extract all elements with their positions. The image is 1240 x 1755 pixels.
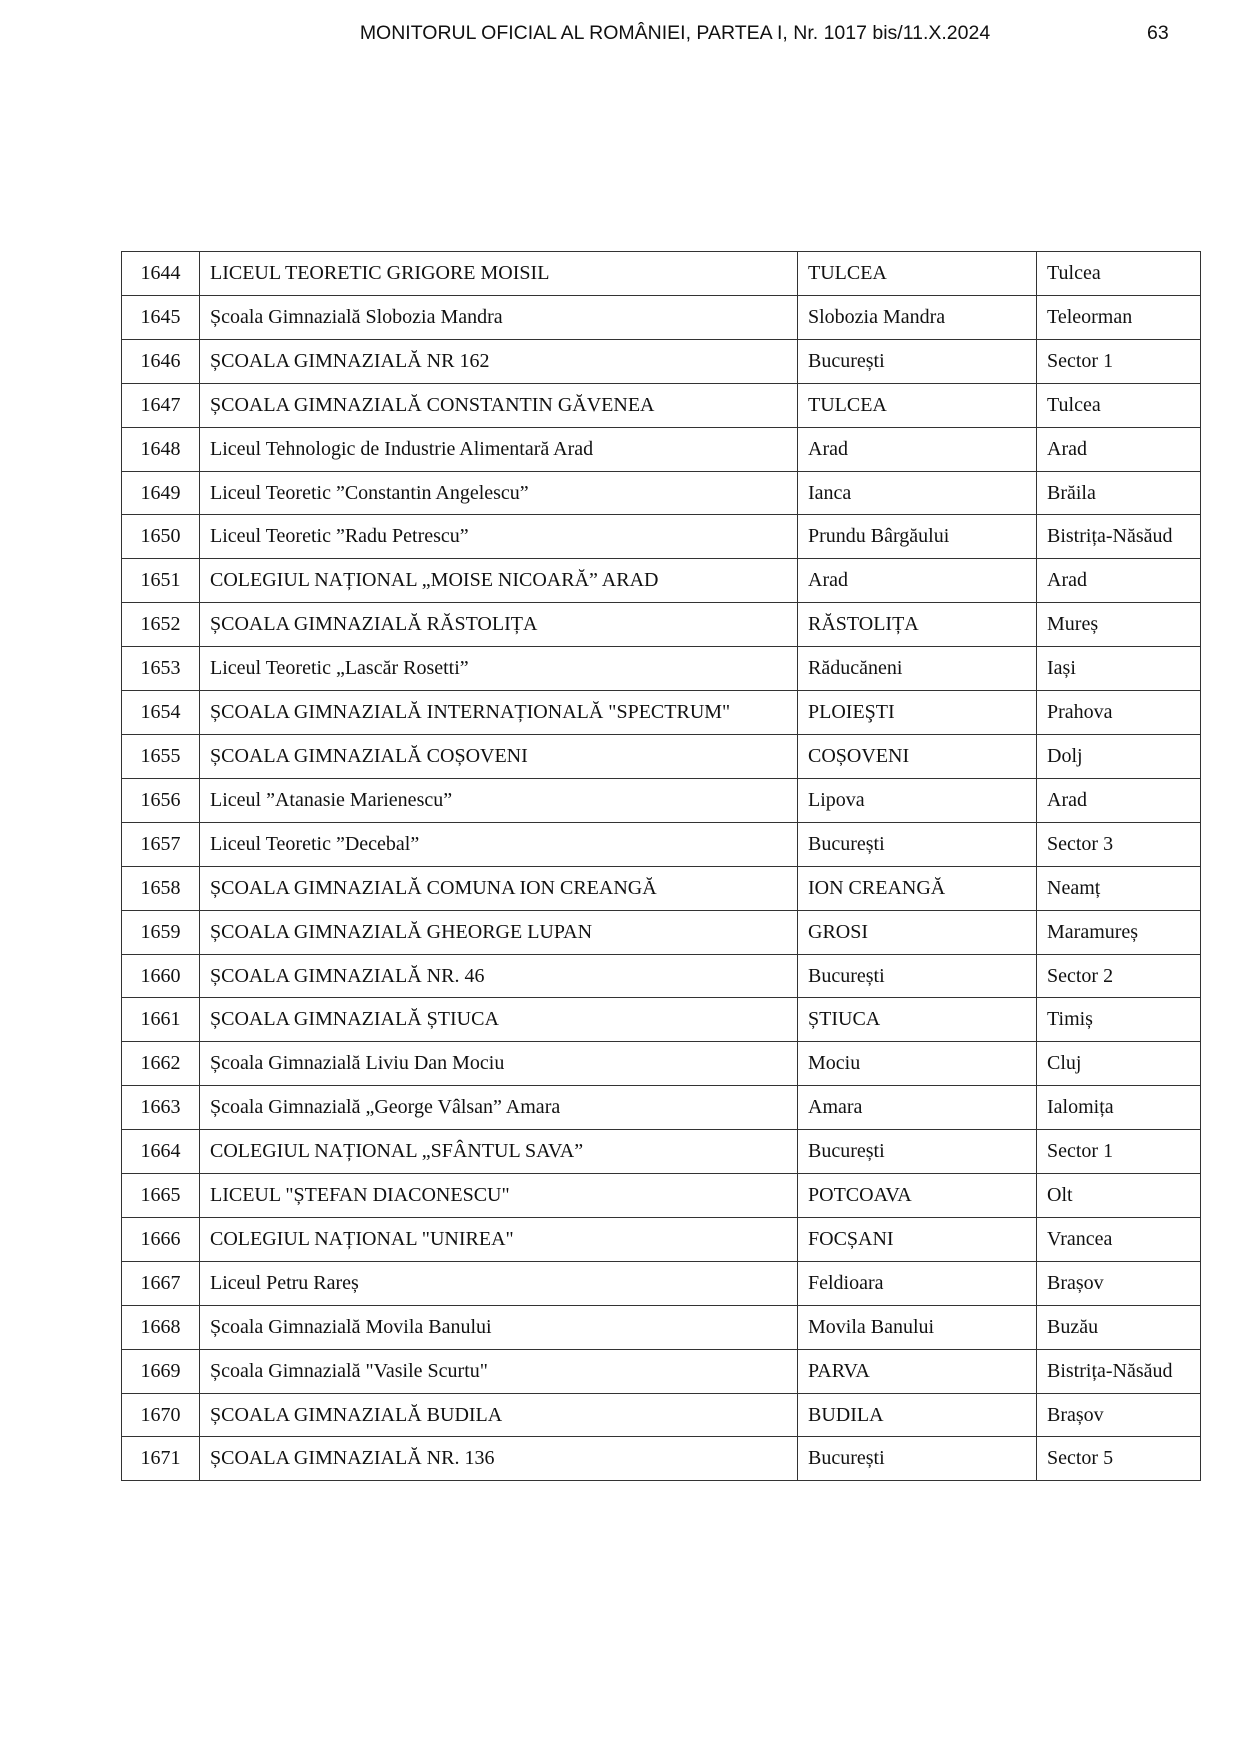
page-header xyxy=(0,22,1240,52)
cell-school-name: Liceul Tehnologic de Industrie Alimentară Arad xyxy=(200,427,798,471)
cell-locality: București xyxy=(798,1130,1037,1174)
cell-county: Sector 3 xyxy=(1037,822,1201,866)
cell-locality: Feldioara xyxy=(798,1261,1037,1305)
cell-locality: Arad xyxy=(798,427,1037,471)
cell-row-number: 1657 xyxy=(122,822,200,866)
table-row xyxy=(122,1130,1201,1174)
cell-school-name: LICEUL TEORETIC GRIGORE MOISIL xyxy=(200,252,798,296)
schools-table xyxy=(121,251,1201,1481)
cell-school-name: Școala Gimnazială Movila Banului xyxy=(200,1305,798,1349)
cell-county: Tulcea xyxy=(1037,252,1201,296)
table-row xyxy=(122,603,1201,647)
cell-county: Brașov xyxy=(1037,1393,1201,1437)
cell-school-name: Școala Gimnazială "Vasile Scurtu" xyxy=(200,1349,798,1393)
cell-county: Sector 1 xyxy=(1037,339,1201,383)
cell-county: Olt xyxy=(1037,1174,1201,1218)
table-row xyxy=(122,1305,1201,1349)
cell-school-name: Școala Gimnazială Liviu Dan Mociu xyxy=(200,1042,798,1086)
cell-school-name: Liceul Teoretic „Lascăr Rosetti” xyxy=(200,647,798,691)
cell-row-number: 1665 xyxy=(122,1174,200,1218)
cell-locality: Răducăneni xyxy=(798,647,1037,691)
table-row xyxy=(122,252,1201,296)
cell-county: Tulcea xyxy=(1037,383,1201,427)
cell-school-name: LICEUL "ȘTEFAN DIACONESCU" xyxy=(200,1174,798,1218)
cell-row-number: 1655 xyxy=(122,734,200,778)
cell-school-name: ȘCOALA GIMNAZIALĂ CONSTANTIN GĂVENEA xyxy=(200,383,798,427)
cell-county: Timiș xyxy=(1037,998,1201,1042)
cell-school-name: ȘCOALA GIMNAZIALĂ COMUNA ION CREANGĂ xyxy=(200,866,798,910)
table-row xyxy=(122,427,1201,471)
cell-row-number: 1646 xyxy=(122,339,200,383)
cell-school-name: COLEGIUL NAȚIONAL „MOISE NICOARĂ” ARAD xyxy=(200,559,798,603)
cell-row-number: 1671 xyxy=(122,1437,200,1481)
page-number: 63 xyxy=(1147,22,1169,44)
cell-locality: PLOIEŞTI xyxy=(798,691,1037,735)
cell-row-number: 1653 xyxy=(122,647,200,691)
cell-row-number: 1656 xyxy=(122,778,200,822)
cell-school-name: Școala Gimnazială „George Vâlsan” Amara xyxy=(200,1086,798,1130)
cell-row-number: 1654 xyxy=(122,691,200,735)
table-row xyxy=(122,734,1201,778)
cell-locality: București xyxy=(798,954,1037,998)
table-row xyxy=(122,1217,1201,1261)
cell-row-number: 1661 xyxy=(122,998,200,1042)
cell-school-name: ȘCOALA GIMNAZIALĂ NR 162 xyxy=(200,339,798,383)
cell-row-number: 1644 xyxy=(122,252,200,296)
table-row xyxy=(122,778,1201,822)
table-row xyxy=(122,1261,1201,1305)
cell-school-name: ȘCOALA GIMNAZIALĂ ȘTIUCA xyxy=(200,998,798,1042)
cell-county: Vrancea xyxy=(1037,1217,1201,1261)
cell-county: Bistrița-Năsăud xyxy=(1037,515,1201,559)
table-row xyxy=(122,822,1201,866)
cell-county: Brăila xyxy=(1037,471,1201,515)
cell-locality: TULCEA xyxy=(798,383,1037,427)
table-row xyxy=(122,383,1201,427)
cell-school-name: Școala Gimnazială Slobozia Mandra xyxy=(200,295,798,339)
cell-locality: Lipova xyxy=(798,778,1037,822)
cell-locality: RĂSTOLIȚA xyxy=(798,603,1037,647)
cell-county: Ialomița xyxy=(1037,1086,1201,1130)
cell-row-number: 1668 xyxy=(122,1305,200,1349)
cell-row-number: 1667 xyxy=(122,1261,200,1305)
schools-table-container xyxy=(121,251,1173,1481)
cell-row-number: 1666 xyxy=(122,1217,200,1261)
cell-locality: București xyxy=(798,1437,1037,1481)
cell-school-name: Liceul Teoretic ”Radu Petrescu” xyxy=(200,515,798,559)
cell-school-name: ȘCOALA GIMNAZIALĂ INTERNAȚIONALĂ "SPECTRUM" xyxy=(200,691,798,735)
cell-locality: TULCEA xyxy=(798,252,1037,296)
table-row xyxy=(122,471,1201,515)
cell-row-number: 1659 xyxy=(122,910,200,954)
cell-county: Sector 5 xyxy=(1037,1437,1201,1481)
cell-locality: București xyxy=(798,339,1037,383)
cell-school-name: ȘCOALA GIMNAZIALĂ BUDILA xyxy=(200,1393,798,1437)
cell-locality: Movila Banului xyxy=(798,1305,1037,1349)
cell-county: Iași xyxy=(1037,647,1201,691)
table-row xyxy=(122,339,1201,383)
cell-school-name: COLEGIUL NAȚIONAL „SFÂNTUL SAVA” xyxy=(200,1130,798,1174)
cell-locality: Prundu Bârgăului xyxy=(798,515,1037,559)
cell-school-name: Liceul Teoretic ”Decebal” xyxy=(200,822,798,866)
cell-row-number: 1669 xyxy=(122,1349,200,1393)
cell-county: Mureș xyxy=(1037,603,1201,647)
table-row xyxy=(122,1086,1201,1130)
cell-county: Arad xyxy=(1037,559,1201,603)
table-row xyxy=(122,910,1201,954)
cell-row-number: 1649 xyxy=(122,471,200,515)
cell-locality: ȘTIUCA xyxy=(798,998,1037,1042)
publication-title: MONITORUL OFICIAL AL ROMÂNIEI, PARTEA I, Nr. 1017 bis/11.X.2024 xyxy=(359,22,991,44)
cell-row-number: 1648 xyxy=(122,427,200,471)
cell-locality: București xyxy=(798,822,1037,866)
cell-county: Prahova xyxy=(1037,691,1201,735)
cell-school-name: ȘCOALA GIMNAZIALĂ COȘOVENI xyxy=(200,734,798,778)
cell-school-name: COLEGIUL NAȚIONAL "UNIREA" xyxy=(200,1217,798,1261)
table-row xyxy=(122,866,1201,910)
cell-county: Sector 2 xyxy=(1037,954,1201,998)
cell-locality: FOCȘANI xyxy=(798,1217,1037,1261)
cell-county: Dolj xyxy=(1037,734,1201,778)
cell-school-name: Liceul ”Atanasie Marienescu” xyxy=(200,778,798,822)
cell-school-name: ȘCOALA GIMNAZIALĂ GHEORGE LUPAN xyxy=(200,910,798,954)
cell-row-number: 1647 xyxy=(122,383,200,427)
table-row xyxy=(122,295,1201,339)
table-row xyxy=(122,954,1201,998)
table-row xyxy=(122,1437,1201,1481)
cell-row-number: 1658 xyxy=(122,866,200,910)
table-row xyxy=(122,1393,1201,1437)
table-row xyxy=(122,1042,1201,1086)
table-row xyxy=(122,1174,1201,1218)
cell-locality: BUDILA xyxy=(798,1393,1037,1437)
cell-county: Bistrița-Năsăud xyxy=(1037,1349,1201,1393)
cell-county: Buzău xyxy=(1037,1305,1201,1349)
cell-locality: ION CREANGĂ xyxy=(798,866,1037,910)
cell-locality: GROSI xyxy=(798,910,1037,954)
table-row xyxy=(122,559,1201,603)
cell-school-name: ȘCOALA GIMNAZIALĂ NR. 46 xyxy=(200,954,798,998)
table-row xyxy=(122,647,1201,691)
table-row xyxy=(122,515,1201,559)
cell-row-number: 1664 xyxy=(122,1130,200,1174)
cell-county: Teleorman xyxy=(1037,295,1201,339)
cell-county: Sector 1 xyxy=(1037,1130,1201,1174)
cell-county: Maramureș xyxy=(1037,910,1201,954)
cell-row-number: 1670 xyxy=(122,1393,200,1437)
cell-county: Arad xyxy=(1037,427,1201,471)
cell-county: Cluj xyxy=(1037,1042,1201,1086)
cell-locality: Amara xyxy=(798,1086,1037,1130)
cell-locality: Arad xyxy=(798,559,1037,603)
cell-row-number: 1662 xyxy=(122,1042,200,1086)
cell-county: Brașov xyxy=(1037,1261,1201,1305)
cell-row-number: 1650 xyxy=(122,515,200,559)
cell-locality: Ianca xyxy=(798,471,1037,515)
cell-county: Neamț xyxy=(1037,866,1201,910)
cell-locality: Slobozia Mandra xyxy=(798,295,1037,339)
table-row xyxy=(122,691,1201,735)
cell-school-name: ȘCOALA GIMNAZIALĂ NR. 136 xyxy=(200,1437,798,1481)
cell-county: Arad xyxy=(1037,778,1201,822)
cell-row-number: 1645 xyxy=(122,295,200,339)
cell-school-name: Liceul Teoretic ”Constantin Angelescu” xyxy=(200,471,798,515)
cell-school-name: ȘCOALA GIMNAZIALĂ RĂSTOLIȚA xyxy=(200,603,798,647)
cell-locality: PARVA xyxy=(798,1349,1037,1393)
schools-table-body xyxy=(122,252,1201,1481)
table-row xyxy=(122,1349,1201,1393)
cell-locality: COȘOVENI xyxy=(798,734,1037,778)
cell-row-number: 1652 xyxy=(122,603,200,647)
cell-row-number: 1660 xyxy=(122,954,200,998)
cell-row-number: 1651 xyxy=(122,559,200,603)
cell-row-number: 1663 xyxy=(122,1086,200,1130)
cell-locality: Mociu xyxy=(798,1042,1037,1086)
cell-school-name: Liceul Petru Rareș xyxy=(200,1261,798,1305)
cell-locality: POTCOAVA xyxy=(798,1174,1037,1218)
table-row xyxy=(122,998,1201,1042)
